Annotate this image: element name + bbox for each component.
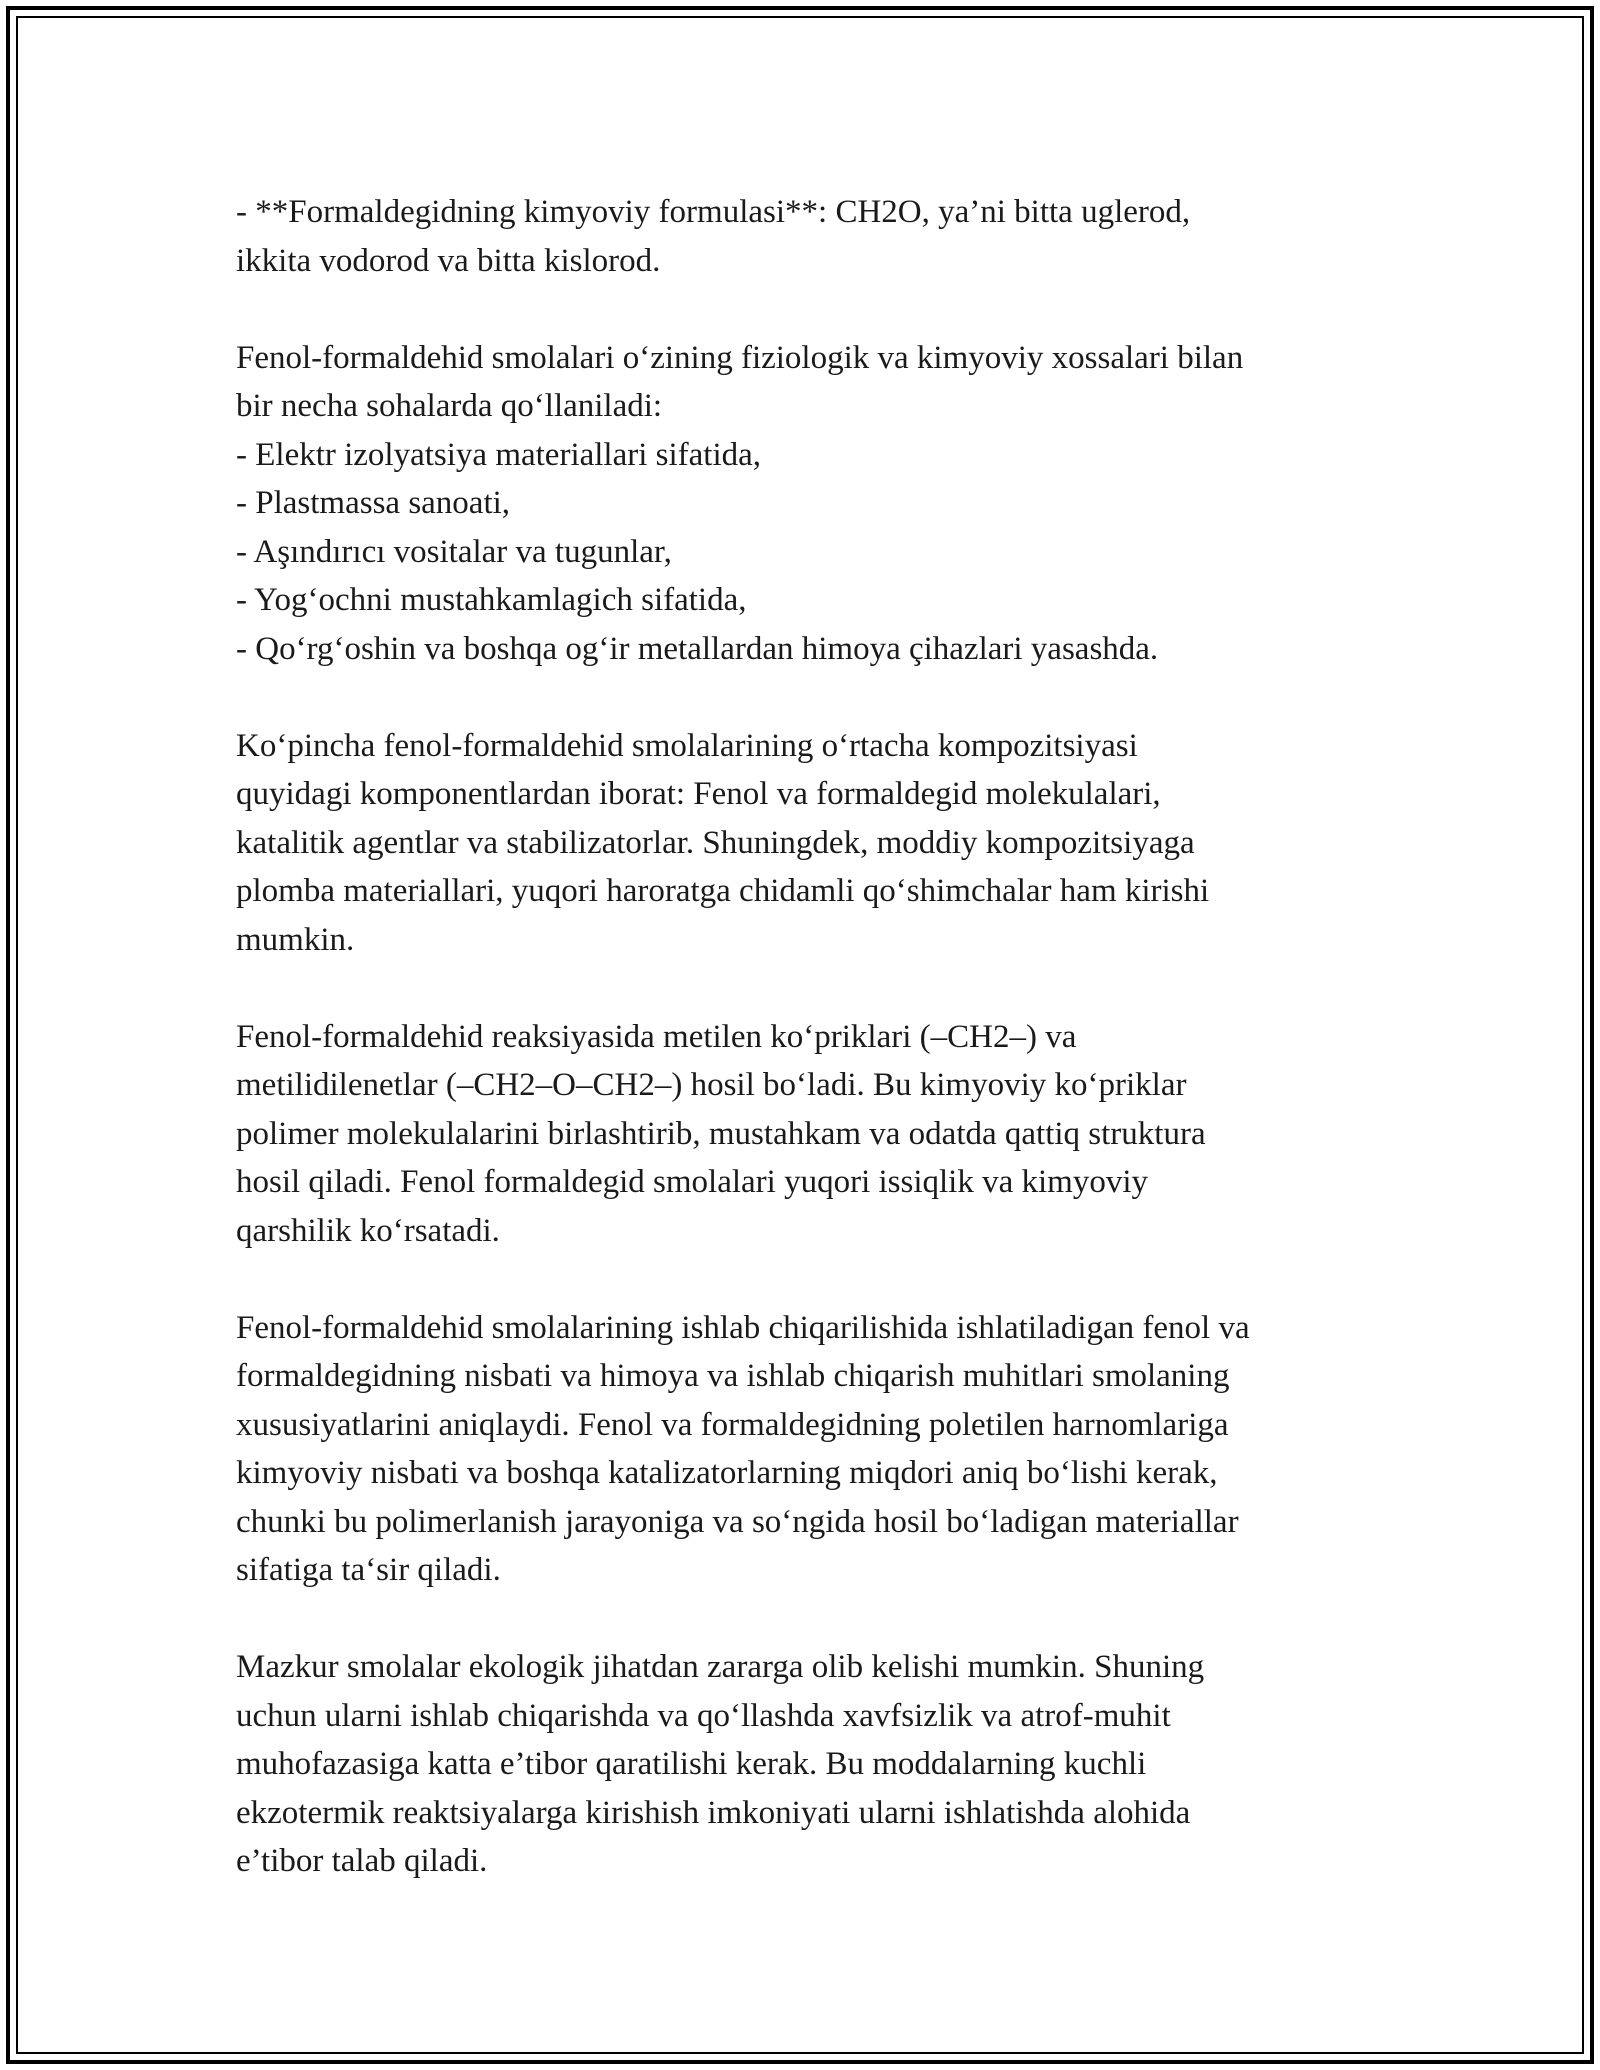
document-body <box>236 188 1376 1934</box>
text-line: chunki bu polimerlanish jarayoniga va so‘ngida hosil bo‘ladigan materiallar <box>236 1503 1239 1540</box>
text-line: kimyoviy nisbati va boshqa katalizatorlarning miqdori aniq bo‘lishi kerak, <box>236 1455 1218 1491</box>
list-item: - Plastmassa sanoati, <box>236 485 511 521</box>
text-line: mumkin. <box>236 921 355 958</box>
text-line: katalitik agentlar va stabilizatorlar. Shuningdek, moddiy kompozitsiyaga <box>236 824 1195 861</box>
text-line: ikkita vodorod va bitta kislorod. <box>236 242 661 279</box>
text-line: muhofazasiga katta e’tibor qaratilishi kerak. Bu moddalarning kuchli <box>236 1746 1147 1782</box>
text-line: Fenol-formaldehid smolalarining ishlab chiqarilishida ishlatiladigan fenol va <box>236 1309 1250 1346</box>
paragraph-composition <box>236 722 1376 965</box>
text-line: Fenol-formaldehid smolalari o‘zining fiziologik va kimyoviy xossalari bilan <box>236 339 1244 376</box>
paragraph-production <box>236 1304 1376 1595</box>
text-line: polimer molekulalarini birlashtirib, mustahkam va odatda qattiq struktura <box>236 1115 1206 1152</box>
text-line: e’tibor talab qiladi. <box>236 1843 488 1879</box>
text-line: quyidagi komponentlardan iborat: Fenol va formaldegid molekulalari, <box>236 776 1161 812</box>
text-line: qarshilik ko‘rsatadi. <box>236 1212 500 1249</box>
text-line: Mazkur smolalar ekologik jihatdan zararga olib kelishi mumkin. Shuning <box>236 1649 1205 1685</box>
text-line: formaldegidning nisbati va himoya va ishlab chiqarish muhitlari smolaning <box>236 1358 1230 1394</box>
paragraph-applications <box>236 334 1376 674</box>
text-line: bir necha sohalarda qo‘llaniladi: <box>236 388 663 424</box>
paragraph-formula <box>236 188 1376 285</box>
text-line: plomba materiallari, yuqori haroratga chidamli qo‘shimchalar ham kirishi <box>236 873 1210 909</box>
text-line: metilidilenetlar (–CH2–O–CH2–) hosil bo‘ladi. Bu kimyoviy ko‘priklar <box>236 1067 1187 1103</box>
list-item: - Aşındırıcı vositalar va tugunlar, <box>236 533 672 570</box>
text-line: xususiyatlarini aniqlaydi. Fenol va formaldegidning poletilen harnomlariga <box>236 1406 1229 1443</box>
text-line: Fenol-formaldehid reaksiyasida metilen ko‘priklari (–CH2–) va <box>236 1018 1077 1055</box>
paragraph-reaction <box>236 1013 1376 1256</box>
list-item: - Qo‘rg‘oshin va boshqa og‘ir metallardan himoya çihazlari yasashda. <box>236 630 1159 667</box>
text-line: - **Formaldegidning kimyoviy formulasi**: CH2O, ya’ni bitta uglerod, <box>236 194 1191 230</box>
list-item: - Elektr izolyatsiya materiallari sifatida, <box>236 436 762 473</box>
text-line: ekzotermik reaktsiyalarga kirishish imkoniyati ularni ishlatishda alohida <box>236 1794 1191 1831</box>
text-line: hosil qiladi. Fenol formaldegid smolalari yuqori issiqlik va kimyoviy <box>236 1164 1148 1200</box>
text-line: sifatiga ta‘sir qiladi. <box>236 1552 501 1588</box>
text-line: Ko‘pincha fenol-formaldehid smolalarining o‘rtacha kompozitsiyasi <box>236 727 1138 764</box>
list-item: - Yog‘ochni mustahkamlagich sifatida, <box>236 582 747 618</box>
text-line: uchun ularni ishlab chiqarishda va qo‘llashda xavfsizlik va atrof-muhit <box>236 1697 1171 1734</box>
paragraph-ecology <box>236 1643 1376 1886</box>
